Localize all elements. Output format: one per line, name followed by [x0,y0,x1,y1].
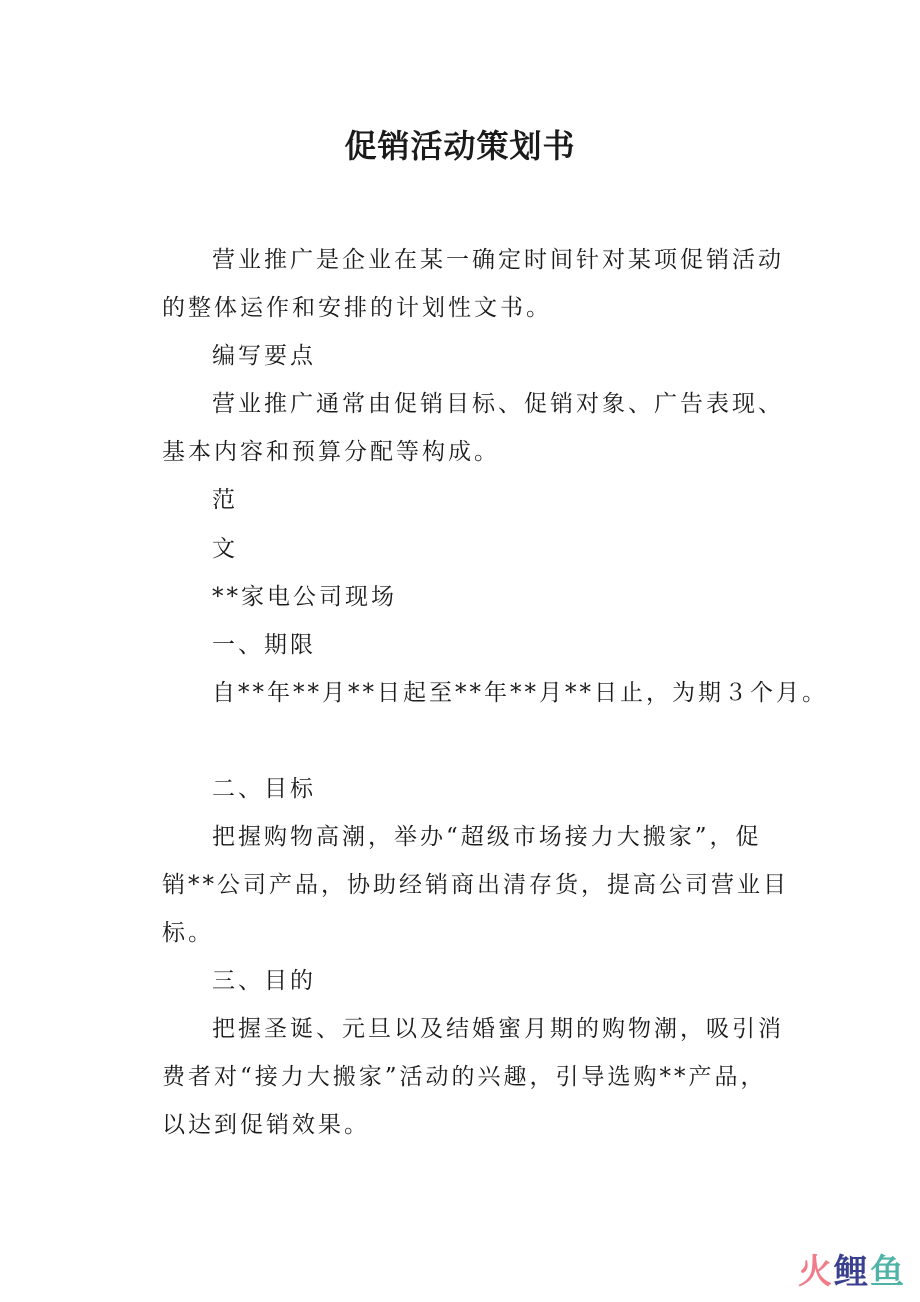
section-1-text: 自**年**月**日起至**年**月**日止，为期３个月。 [212,680,828,706]
section-1-heading [162,621,762,669]
section-2-line-1: 把握购物高潮，举办“超级市场接力大搬家”，促 [212,824,762,850]
section-2-line-2: 销**公司产品，协助经销商出清存货，提高公司营业目 [162,872,789,898]
section-3-line-2: 费者对“接力大搬家”活动的兴趣，引导选购**产品， [162,1064,767,1090]
sample-subtitle [162,573,762,621]
sample-label-1 [162,476,762,524]
sample-label-2 [162,525,762,573]
section-2-paragraph [162,813,789,957]
watermark-char-1: 火 [798,1252,834,1292]
watermark-char-3: 鱼 [870,1252,906,1292]
writing-points-heading-text: 编写要点 [212,343,316,369]
section-3-paragraph [162,1005,784,1149]
section-3-line-3: 以达到促销效果。 [162,1112,370,1138]
writing-points-heading [162,332,762,380]
sample-subtitle-text: **家电公司现场 [212,584,397,610]
watermark-char-2: 鲤 [834,1252,870,1292]
writing-points-paragraph [162,380,784,476]
intro-line-2: 的整体运作和安排的计划性文书。 [162,295,552,321]
watermark-logo [736,1250,906,1294]
section-3-line-1: 把握圣诞、元旦以及结婚蜜月期的购物潮，吸引消 [212,1016,784,1042]
section-2-heading [162,765,762,813]
writing-points-line-2: 基本内容和预算分配等构成。 [162,439,500,465]
section-1-heading-text: 一、期限 [212,632,316,658]
section-3-heading [162,957,762,1005]
document-title: 促销活动策划书 [344,127,576,165]
intro-paragraph [162,236,784,332]
intro-line-1: 营业推广是企业在某一确定时间针对某项促销活动 [212,247,784,273]
section-3-heading-text: 三、目的 [212,968,316,994]
writing-points-line-1: 营业推广通常由促销目标、促销对象、广告表现、 [212,391,784,417]
section-2-line-3: 标。 [162,920,214,946]
section-1-paragraph [162,669,828,717]
sample-char-1: 范 [212,487,238,513]
section-2-heading-text: 二、目标 [212,776,316,802]
sample-char-2: 文 [212,536,238,562]
